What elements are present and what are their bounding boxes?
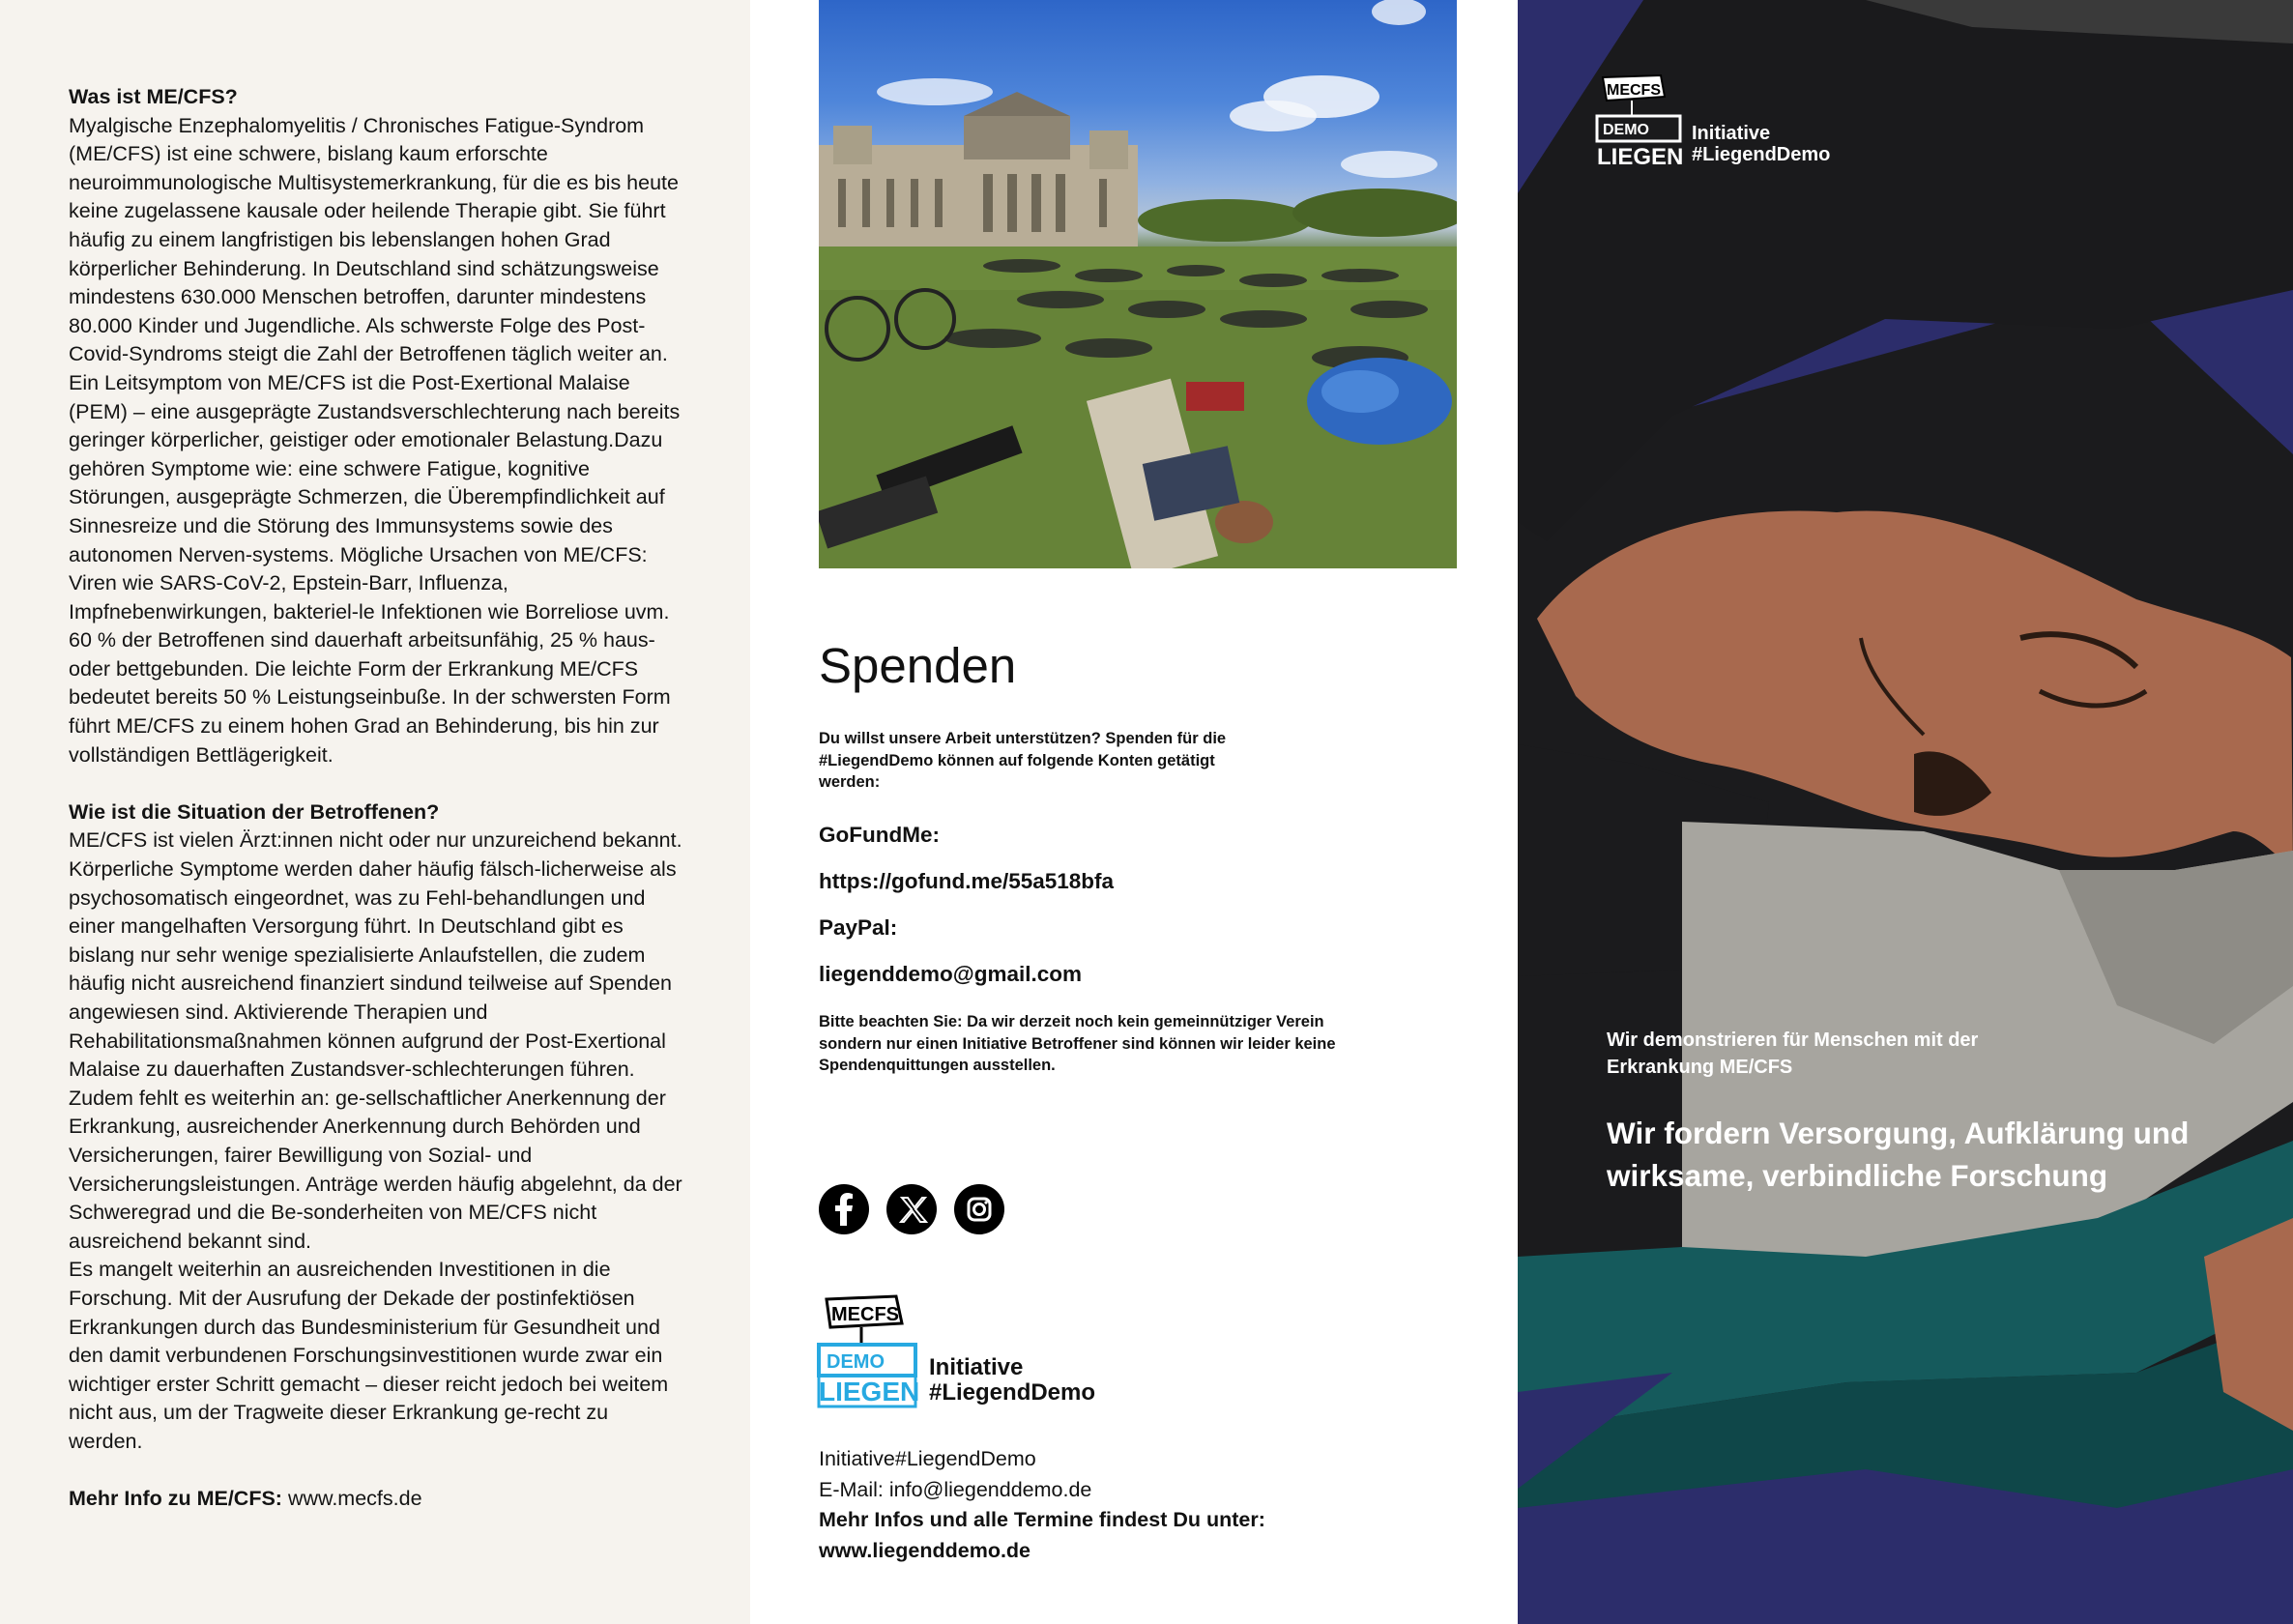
demo-photo — [819, 0, 1457, 568]
contact-more: Mehr Infos und alle Termine findest Du unter: — [819, 1508, 1265, 1531]
initiative-logo — [817, 1294, 1146, 1410]
logo-badge-top: MECFS — [831, 1304, 899, 1325]
instagram-icon[interactable] — [954, 1184, 1004, 1234]
paragraph-what-is-mecfs: Myalgische Enzephalomyelitis / Chronisches Fatigue-Syndrom (ME/CFS) ist eine schwere, bislang kaum erforschte neuroimmunologische Multisystemerkrankung, für die es bis heute keine zugelassene kausale oder heilende Therapie gibt. Sie führt häufig zu einem langfristigen bis lebenslangen hohen Grad körperlicher Behinderung. In Deutschland sind schätzungsweise mindestens 630.000 Menschen betroffen, darunter mindestens 80.000 Kinder und Jugendliche. Als schwerste Folge des Post-Covid-Syndroms steigt die Zahl der Betroffenen täglich weiter an. Ein Leitsymptom von ME/CFS ist die Post-Exertional Malaise (PEM) – eine ausgeprägte Zustandsverschlechterung nach bereits geringer körperlicher, geistiger oder emotionaler Belastung.Dazu gehören Symptome wie: eine schwere Fatigue, kognitive Störungen, ausgeprägte Schmerzen, die Überempfindlichkeit auf Sinnesreize und die Störung des Immunsystems sowie des autonomen Nerven-systems. Mögliche Ursachen von ME/CFS: Viren wie SARS-CoV-2, Epstein-Barr, Influenza, Impfnebenwirkungen, bakteriel-le Infektionen wie Borreliose uvm. 60 % der Betroffenen sind dauerhaft arbeitsunfähig, 25 % haus- oder bettgebunden. Die leichte Form der Erkrankung ME/CFS bedeutet bereits 50 % Leistungseinbuße. In der schwersten Form führt ME/CFS zu einem hohen Grad an Behinderung, bis hin zur vollständigen Bettlägerigkeit. — [69, 113, 681, 767]
more-info-url[interactable]: www.mecfs.de — [287, 1487, 422, 1511]
logo-badge-mid: DEMO — [1603, 122, 1649, 138]
heading-situation: Wie ist die Situation der Betroffenen? — [69, 799, 440, 824]
logo-line2: #LiegendDemo — [1692, 144, 1831, 165]
poster-subtitle: Wir demonstrieren für Menschen mit der Erkrankung ME/CFS — [1607, 1030, 1979, 1078]
social-links — [819, 1184, 1004, 1234]
logo-badge-mid: DEMO — [827, 1351, 885, 1373]
logo-badge-top: MECFS — [1607, 82, 1661, 99]
logo-badge-bottom: LIEGEN — [1597, 144, 1684, 170]
poster-illustration — [1518, 0, 2293, 1624]
donate-title: Spenden — [819, 638, 1017, 693]
poster-panel — [1518, 0, 2293, 1624]
donation-panel — [750, 0, 1518, 1624]
donation-note: Bitte beachten Sie: Da wir derzeit noch kein gemeinnütziger Verein sondern nur einen Initiative Betroffener sind können wir leider keine Spendenquittungen ausstellen. — [819, 1013, 1336, 1074]
logo-line1: Initiative — [1692, 123, 1771, 144]
poster-headline: Wir fordern Versorgung, Aufklärung und wirksame, verbindliche Forschung — [1607, 1116, 2190, 1193]
heading-what-is-mecfs: Was ist ME/CFS? — [69, 85, 238, 108]
paypal-label: PayPal: — [819, 915, 898, 940]
paragraph-situation: ME/CFS ist vielen Ärzt:innen nicht oder nur unzureichend bekannt. Körperliche Symptome werden daher häufig fälsch-licherweise als psychosomatisch eingeordnet, was zu Fehl-behandlungen und einer mangelhaften Versorgung führt. In Deutschland gibt es bislang nur sehr wenige spezialisierte Anlaufstellen, die zudem häufig nicht ausreichend finanziert sindund teilweise auf Spenden angewiesen sind. Aktivierende Therapien und Rehabilitationsmaßnahmen können aufgrund der Post-Exertional Malaise zu dauerhaften Zustandsver-schlechterungen führen. Zudem fehlt es weiterhin an: ge-sellschaftlicher Anerkennung der Erkrankung, ausreichender Anerkennung durch Behörden und Versicherungen, fairer Bewilligung von Sozial- und Versicherungsleistungen. Anträge werden häufig abgelehnt, da der Schweregrad und die Be-sonderheiten von ME/CFS nicht ausreichend bekannt sind. — [69, 828, 682, 1253]
contact-web[interactable]: www.liegenddemo.de — [819, 1538, 1031, 1562]
logo-line1: Initiative — [929, 1354, 1024, 1380]
info-panel — [0, 0, 750, 1624]
mecfs-flag-icon — [1603, 75, 1665, 116]
gofundme-link[interactable]: https://gofund.me/55a518bfa — [819, 869, 1115, 893]
more-info-label: Mehr Info zu ME/CFS: — [69, 1487, 282, 1511]
paragraph-research: Es mangelt weiterhin an ausreichenden Investitionen in die Forschung. Mit der Ausrufung der Dekade der postinfektiösen Erkrankungen durch das Bundesministerium für Gesundheit und den damit verbundenen Forschungsinvestitionen wurde zwar ein wichtiger erster Schritt gemacht – dieser reicht jedoch bei weitem nicht aus, um der Tragweite dieser Erkrankung ge-recht zu werden. — [69, 1258, 669, 1453]
more-info — [69, 1485, 687, 1514]
facebook-icon[interactable] — [819, 1184, 869, 1234]
gofundme-label: GoFundMe: — [819, 823, 940, 847]
info-text — [69, 83, 687, 1514]
contact-block — [819, 1444, 1265, 1566]
initiative-logo-white — [1595, 73, 1885, 170]
contact-name: Initiative#LiegendDemo — [819, 1447, 1036, 1470]
contact-email[interactable]: E-Mail: info@liegenddemo.de — [819, 1477, 1092, 1501]
paypal-email[interactable]: liegenddemo@gmail.com — [819, 962, 1082, 986]
donate-intro: Du willst unsere Arbeit unterstützen? Spenden für die #LiegendDemo können auf folgende Konten getätigt werden: — [819, 730, 1227, 791]
logo-badge-bottom: LIEGEN — [819, 1377, 920, 1406]
x-icon[interactable] — [886, 1184, 937, 1234]
logo-line2: #LiegendDemo — [929, 1379, 1096, 1406]
mecfs-flag-icon — [827, 1296, 902, 1345]
